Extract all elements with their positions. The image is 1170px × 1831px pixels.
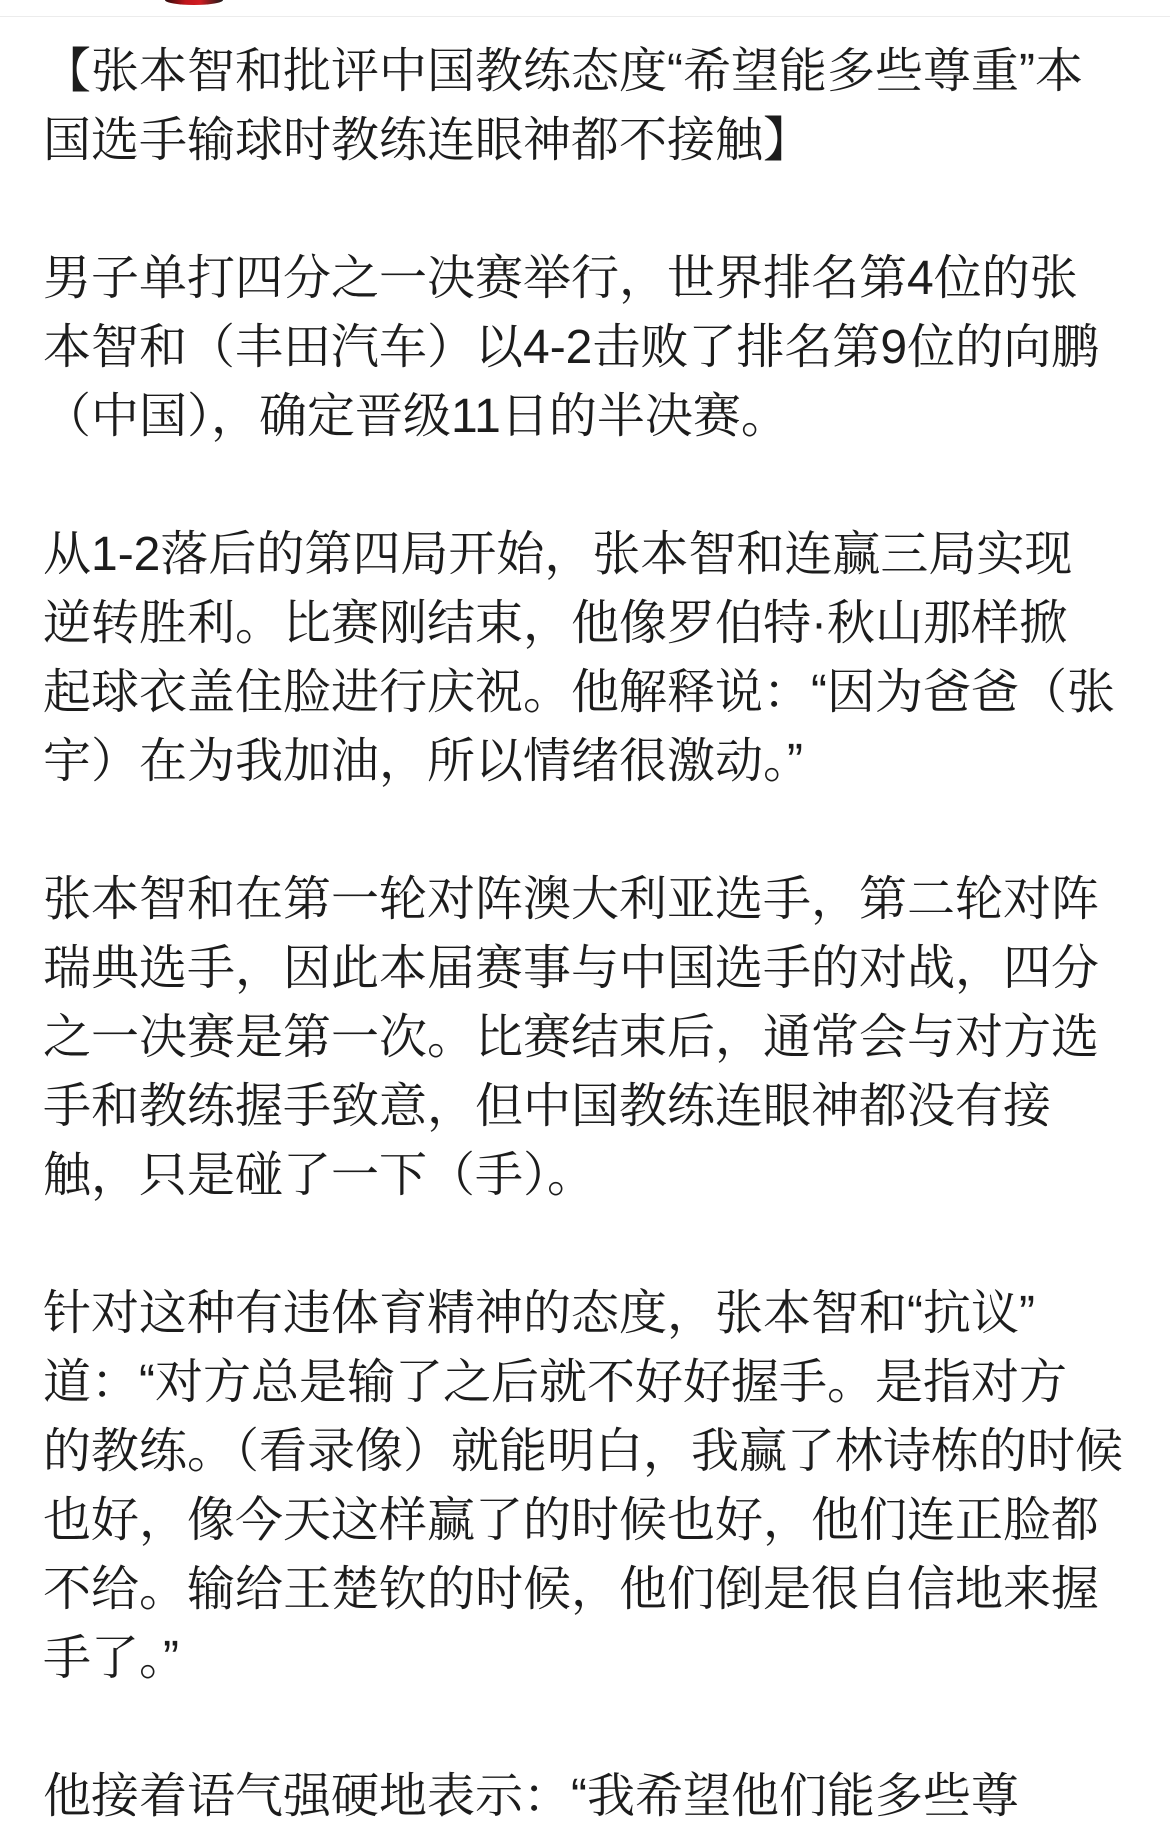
post-line: 也好，像今天这样赢了的时候也好，他们连正脸都 xyxy=(43,1494,1100,1547)
post-line: 手和教练握手致意，但中国教练连眼神都没有接 xyxy=(43,1080,1052,1133)
post-line: 国选手输球时教练连眼神都不接触】 xyxy=(43,114,812,167)
post-line: 针对这种有违体育精神的态度，张本智和“抗议” xyxy=(43,1287,1035,1340)
post-line: 从1-2落后的第四局开始，张本智和连赢三局实现 xyxy=(43,528,1073,581)
post-line: 宇）在为我加油，所以情绪很激动。” xyxy=(43,735,803,788)
post-line: 不给。输给王楚钦的时候，他们倒是很自信地来握 xyxy=(43,1563,1100,1616)
post-line: 张本智和在第一轮对阵澳大利亚选手，第二轮对阵 xyxy=(43,873,1100,926)
post-line: 逆转胜利。比赛刚结束，他像罗伯特·秋山那样掀 xyxy=(43,597,1067,650)
post-line: 的教练。（看录像）就能明白，我赢了林诗栋的时候 xyxy=(43,1425,1124,1478)
post-line: （中国），确定晋级11日的半决赛。 xyxy=(43,390,789,443)
post-line: 本智和（丰田汽车）以4-2击败了排名第9位的向鹏 xyxy=(43,321,1100,374)
post-line: 触，只是碰了一下（手）。 xyxy=(43,1149,596,1202)
post-paragraph xyxy=(43,244,1153,451)
author-avatar[interactable] xyxy=(165,0,223,5)
header-divider xyxy=(0,16,1170,17)
post-headline xyxy=(43,37,1153,175)
post-line: 瑞典选手，因此本届赛事与中国选手的对战，四分 xyxy=(43,942,1100,995)
post-line: 之一决赛是第一次。比赛结束后，通常会与对方选 xyxy=(43,1011,1100,1064)
post-line: 男子单打四分之一决赛举行，世界排名第4位的张 xyxy=(43,252,1078,305)
post-line: 起球衣盖住脸进行庆祝。他解释说：“因为爸爸（张 xyxy=(43,666,1115,719)
post-body xyxy=(43,37,1153,1823)
post-line: 他接着语气强硬地表示：“我希望他们能多些尊 xyxy=(43,1770,1019,1823)
post-line: 手了。” xyxy=(43,1632,179,1685)
post-paragraph xyxy=(43,865,1153,1210)
post-paragraph xyxy=(43,1279,1153,1693)
post-line: 道：“对方总是输了之后就不好好握手。是指对方 xyxy=(43,1356,1067,1409)
post-line: 【张本智和批评中国教练态度“希望能多些尊重”本 xyxy=(43,45,1083,98)
post-paragraph xyxy=(43,520,1153,796)
post-paragraph-cut-off xyxy=(43,1762,1153,1823)
